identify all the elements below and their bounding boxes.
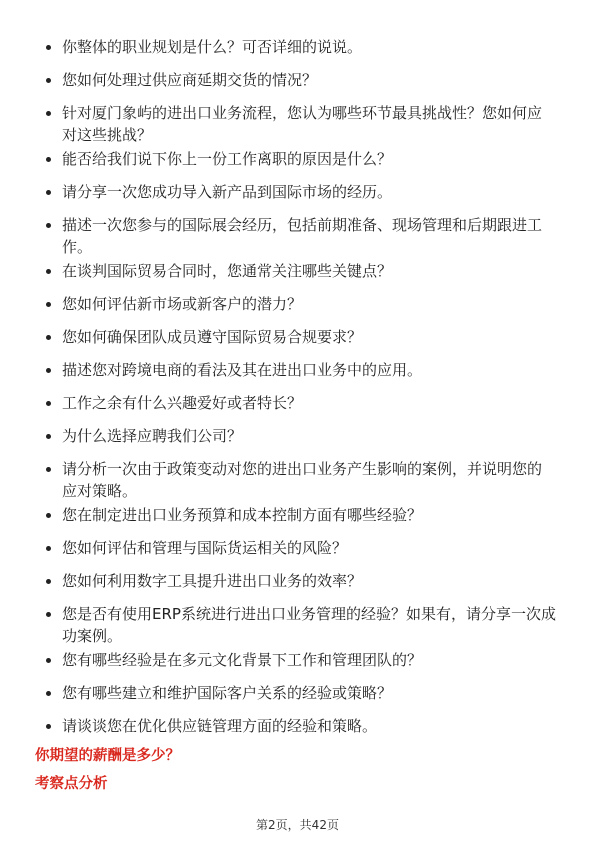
question-text: 请谈谈您在优化供应链管理方面的经验和策略。 <box>62 717 378 735</box>
bullet-icon <box>46 691 51 696</box>
question-text: 请分析一次由于政策变动对您的进出口业务产生影响的案例，并说明您的应对策略。 <box>62 460 543 500</box>
list-item <box>46 570 556 592</box>
question-text: 针对厦门象屿的进出口业务流程，您认为哪些环节最具挑战性？您如何应对这些挑战？ <box>62 104 543 144</box>
question-text: 能否给我们说下你上一份工作离职的原因是什么？ <box>62 150 393 168</box>
salary-heading: 你期望的薪酬是多少？ <box>35 748 180 764</box>
list-item <box>46 649 556 671</box>
list-item <box>46 293 556 315</box>
list-item <box>46 425 556 447</box>
bullet-icon <box>46 45 51 50</box>
bullet-icon <box>46 78 51 83</box>
question-text: 您有哪些经验是在多元文化背景下工作和管理团队的？ <box>62 651 423 669</box>
question-text: 您如何评估和管理与国际货运相关的风险？ <box>62 539 348 557</box>
question-text: 您如何确保团队成员遵守国际贸易合规要求？ <box>62 328 363 346</box>
page-number: 第2页，共42页 <box>256 818 339 832</box>
list-item <box>46 537 556 559</box>
bullet-icon <box>46 190 51 195</box>
bullet-icon <box>46 434 51 439</box>
question-text: 您有哪些建立和维护国际客户关系的经验或策略？ <box>62 684 393 702</box>
bullet-icon <box>46 157 51 162</box>
question-text: 您如何评估新市场或新客户的潜力？ <box>62 295 303 313</box>
bullet-icon <box>46 513 51 518</box>
bullet-icon <box>46 546 51 551</box>
list-item <box>46 69 556 91</box>
bullet-icon <box>46 724 51 729</box>
list-item <box>46 148 556 170</box>
bullet-icon <box>46 269 51 274</box>
question-text: 您在制定进出口业务预算和成本控制方面有哪些经验？ <box>62 506 423 524</box>
list-item <box>46 102 556 146</box>
bullet-icon <box>46 302 51 307</box>
analysis-heading: 考察点分析 <box>35 776 108 792</box>
list-item <box>46 181 556 203</box>
list-item <box>46 36 556 58</box>
bullet-icon <box>46 401 51 406</box>
list-item <box>46 458 556 502</box>
question-text: 请分享一次您成功导入新产品到国际市场的经历。 <box>62 183 393 201</box>
question-text: 在谈判国际贸易合同时，您通常关注哪些关键点？ <box>62 262 393 280</box>
list-item <box>46 260 556 282</box>
question-text: 你整体的职业规划是什么？可否详细的说说。 <box>62 38 363 56</box>
list-item <box>46 715 556 737</box>
list-item <box>46 682 556 704</box>
list-item <box>46 603 556 647</box>
question-text: 工作之余有什么兴趣爱好或者特长？ <box>62 394 303 412</box>
question-text: 为什么选择应聘我们公司？ <box>62 427 243 445</box>
bullet-icon <box>46 368 51 373</box>
list-item <box>46 504 556 526</box>
bullet-icon <box>46 111 51 116</box>
bullet-icon <box>46 335 51 340</box>
bullet-icon <box>46 658 51 663</box>
bullet-icon <box>46 612 51 617</box>
question-text: 您是否有使用ERP系统进行进出口业务管理的经验？如果有，请分享一次成功案例。 <box>62 605 556 645</box>
list-item <box>46 392 556 414</box>
list-item <box>46 326 556 348</box>
question-text: 您如何处理过供应商延期交货的情况？ <box>62 71 318 89</box>
bullet-icon <box>46 223 51 228</box>
question-text: 您如何利用数字工具提升进出口业务的效率？ <box>62 572 363 590</box>
list-item <box>46 359 556 381</box>
bullet-icon <box>46 467 51 472</box>
list-item <box>46 214 556 258</box>
bullet-icon <box>46 579 51 584</box>
question-text: 描述您对跨境电商的看法及其在进出口业务中的应用。 <box>62 361 423 379</box>
question-text: 描述一次您参与的国际展会经历，包括前期准备、现场管理和后期跟进工作。 <box>62 216 543 256</box>
